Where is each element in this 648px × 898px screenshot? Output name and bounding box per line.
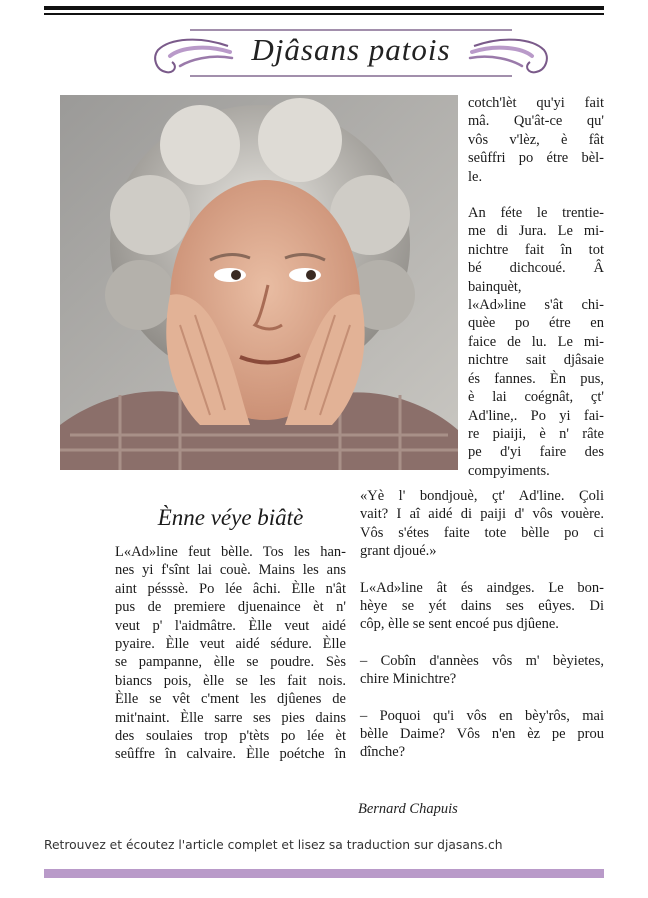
text-line: grant djoué.» xyxy=(360,543,437,560)
footer-bar xyxy=(44,869,604,878)
text-line: côp, èlle se sent encoé pus djûene. xyxy=(360,616,559,633)
column-title: Djâsans patois xyxy=(251,32,451,67)
text-line: l«Ad»line s'ât chi- xyxy=(468,297,604,314)
text-line: Vôs s'étes faite tote bèlle po ci xyxy=(360,524,604,541)
text-line: re piaiji, è n' râte xyxy=(468,425,604,442)
top-rule-thin xyxy=(44,13,604,15)
text-line: nichtre fait în tot xyxy=(468,241,604,258)
text-line: mit'naint. Èlle sarre ses pies dains xyxy=(115,709,346,726)
text-line: seûffri po étre bèl- xyxy=(468,150,604,167)
elderly-woman-portrait-icon xyxy=(60,95,458,470)
text-line: vôs v'lèz, è fât xyxy=(468,131,604,148)
text-line: biancs pois, èlle se les fait nois. xyxy=(115,672,346,689)
portrait-photo xyxy=(60,95,458,470)
text-line: «Yè l' bondjouè, çt' Ad'line. Çoli xyxy=(360,488,604,504)
article-column-left xyxy=(115,543,346,764)
text-line: veut p' l'aidmâtre. Èlle veut aidé xyxy=(115,617,346,634)
text-line: Ad'line,. Po yi fai- xyxy=(468,407,604,424)
text-line: nichtre sait djâsaie xyxy=(468,352,604,369)
text-line: me di Jura. Le mi- xyxy=(468,223,604,240)
text-line: dînche? xyxy=(360,744,406,761)
text-line: nes yi f'sînt lai couè. Mains les ans xyxy=(115,562,346,579)
text-line: pus de premiere djuenaince èt n' xyxy=(115,599,346,616)
text-line: chire Minichtre? xyxy=(360,671,457,688)
article-column-right-bottom xyxy=(360,487,604,762)
text-line: pyaire. Èlle veut aidé sédure. Èlle xyxy=(115,636,346,653)
text-line: An féte le trentie- xyxy=(468,205,604,222)
footer-note: Retrouvez et écoutez l'article complet et lisez sa traduction sur djasans.ch xyxy=(44,838,503,852)
text-line: quèe po étre en xyxy=(468,315,604,332)
text-line: mâ. Qu'ât-ce qu' xyxy=(468,113,604,130)
article-author: Bernard Chapuis xyxy=(358,801,458,817)
article-column-right-top xyxy=(468,94,604,480)
text-line: compyiments. xyxy=(468,462,550,479)
text-line: hèye se yét dains ses eûyes. Di xyxy=(360,598,604,615)
text-line: pe d'yi faire des xyxy=(468,444,604,461)
text-line: cotch'lèt qu'yi fait xyxy=(468,95,604,111)
text-line: – Cobîn d'annèes vôs m' bèyietes, xyxy=(360,652,604,669)
column-header xyxy=(150,24,552,82)
text-line: bé dichcoué. Â xyxy=(468,260,604,277)
text-line: se pampanne, èlle se poudre. Sès xyxy=(115,654,346,671)
top-rule-thick xyxy=(44,6,604,10)
text-line: è lai coégnât, çt' xyxy=(468,389,604,406)
text-line: – Poquoi qu'i vôs en bèy'rôs, mai xyxy=(360,707,604,724)
article-title: Ènne véye biâtè xyxy=(157,505,304,530)
text-line: L«Ad»line feut bèlle. Tos les han- xyxy=(115,544,346,560)
text-line: vait? I aî aidé di paiji d' vôs vouère. xyxy=(360,506,604,523)
text-line: le. xyxy=(468,168,483,185)
text-line: seûffre în calvaire. Èlle poétche în xyxy=(115,746,346,763)
text-line: L«Ad»line ât és aindges. Le bon- xyxy=(360,579,604,596)
text-line: és fannes. Èn pus, xyxy=(468,370,604,387)
text-line: bainquèt, xyxy=(468,278,522,295)
text-line: bèlle Daime? Vôs n'en èz pe prou xyxy=(360,726,604,743)
text-line: des soulaies trop p'tèts po lée èt xyxy=(115,728,346,745)
text-line: faice de lu. Le mi- xyxy=(468,333,604,350)
text-line: Èlle se vêt c'ment les djûenes de xyxy=(115,691,346,708)
text-line: aint pésssè. Po lée âchi. Èlle n'ât xyxy=(115,580,346,597)
